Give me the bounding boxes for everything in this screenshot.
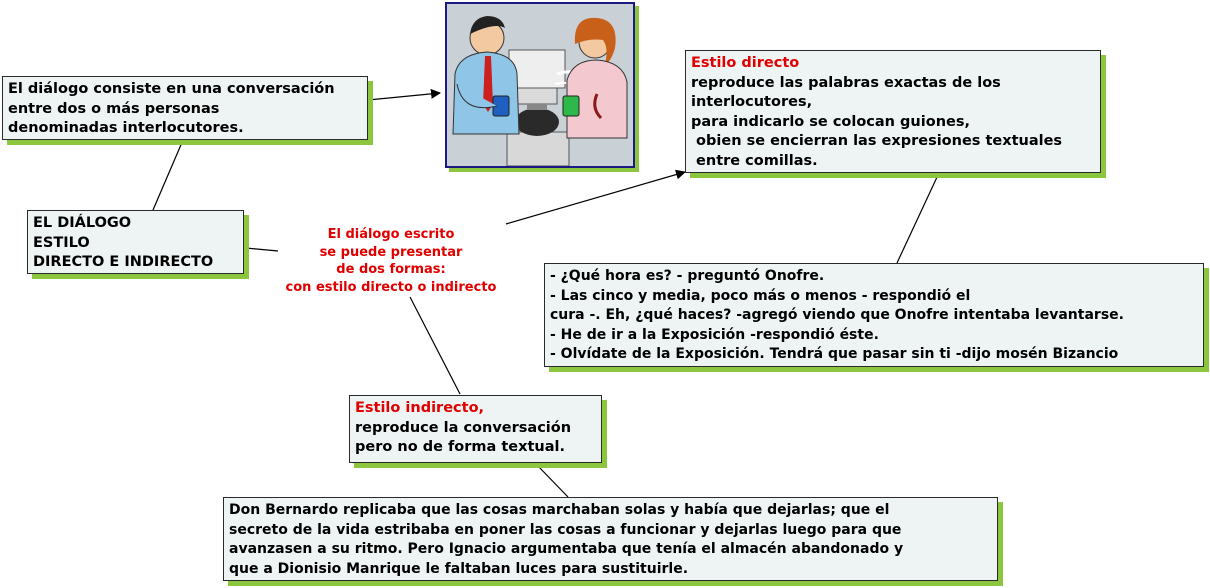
direct-style-example [544, 263, 1204, 367]
line-note-to-indirect [410, 297, 460, 394]
direct-example-line-4: - He de ir a la Exposición -respondió éste. [550, 326, 879, 343]
arrow-note-to-direct [506, 172, 685, 224]
indirect-example-line-3: avanzasen a su ritmo. Pero Ignacio argumentaba que tenía el almacén abandonado y [229, 541, 904, 557]
direct-style-line-5: entre comillas. [691, 152, 818, 169]
line-intro-to-title [153, 140, 183, 210]
indirect-example-line-4: que a Dionisio Manrique le faltaban luces para sustituirle. [229, 560, 689, 577]
direct-style-box [685, 50, 1101, 173]
intro-line-2: entre dos o más personas [8, 100, 220, 117]
indirect-style-box [349, 395, 602, 463]
intro-line-3: denominadas interlocutores. [8, 120, 244, 136]
indirect-example-line-2: secreto de la vida estribaba en poner las cosas a funcionar y dejarlas luego para que [229, 521, 902, 538]
direct-example-line-1: - ¿Qué hora es? - preguntó Onofre. [550, 268, 825, 284]
conversation-illustration [445, 2, 635, 168]
center-note-line-2: se puede presentar [319, 244, 463, 260]
title-line-3: DIRECTO E INDIRECTO [33, 254, 214, 270]
intro-line-1: El diálogo consiste en una conversación [8, 81, 335, 97]
title-box [27, 210, 244, 274]
line-indirect-to-example [537, 465, 568, 497]
center-note-line-1: El diálogo escrito [327, 227, 455, 242]
center-note-line-3: de dos formas: [336, 262, 446, 277]
direct-style-line-3: para indicarlo se colocan guiones, [691, 113, 970, 130]
direct-style-heading: Estilo directo [691, 55, 800, 71]
coffee-conversation-illustration-icon [447, 4, 633, 166]
direct-example-line-5: - Olvídate de la Exposición. Tendrá que pasar sin ti -dijo mosén Bizancio [550, 346, 1119, 362]
direct-example-line-3: cura -. Eh, ¿qué haces? -agregó viendo que Onofre intentaba levantarse. [550, 307, 1124, 323]
line-title-to-note [246, 248, 278, 251]
indirect-style-line-1: reproduce la conversación [355, 419, 572, 436]
line-direct-to-example [897, 175, 938, 263]
indirect-example-line-1: Don Bernardo replicaba que las cosas marchaban solas y había que dejarlas; que el [229, 502, 890, 518]
arrow-intro-to-image [368, 93, 440, 100]
center-note [276, 226, 506, 296]
direct-style-line-2: interlocutores, [691, 94, 813, 110]
direct-example-line-2: - Las cinco y media, poco más o menos - respondió el [550, 287, 971, 304]
intro-box [2, 76, 368, 140]
indirect-style-heading: Estilo indirecto, [355, 400, 485, 416]
title-line-2: ESTILO [33, 234, 90, 251]
title-line-1: EL DIÁLOGO [33, 215, 132, 231]
center-note-line-4: con estilo directo o indirecto [285, 279, 497, 295]
indirect-style-example [223, 497, 998, 581]
direct-style-line-1: reproduce las palabras exactas de los [691, 74, 1001, 91]
indirect-style-line-2: pero no de forma textual. [355, 439, 565, 455]
direct-style-line-4: obien se encierran las expresiones textuales [691, 133, 1063, 149]
